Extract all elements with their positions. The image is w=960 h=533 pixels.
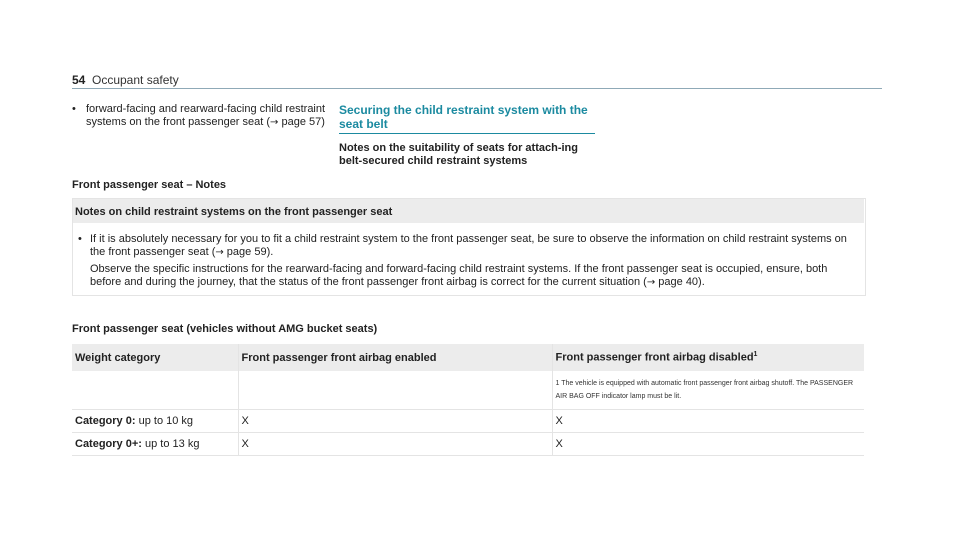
list-item-text: forward-facing and rearward-facing child restraint systems on the front passenger seat (→ page 57) — [86, 103, 326, 128]
table-cell: X — [552, 433, 864, 456]
notes-box-body — [78, 233, 858, 289]
table-row — [72, 410, 864, 433]
footnote-mark: 1 — [753, 351, 758, 359]
table-cell — [238, 371, 552, 410]
table-cell: X — [238, 410, 552, 433]
column-header: Front passenger front airbag disabled$^1$ — [552, 344, 864, 371]
page-number: 54 — [72, 73, 86, 87]
table-cell: Category 0+: up to 13 kg — [72, 433, 238, 456]
table-title: Front passenger seat (vehicles without AMG bucket seats) — [72, 323, 378, 335]
column-header: Weight category — [72, 344, 238, 371]
list-item — [72, 103, 334, 129]
page-reference-link[interactable]: page 57) — [278, 116, 325, 128]
page-reference-link[interactable]: page 59). — [223, 246, 274, 258]
bullet-icon: • — [72, 103, 76, 115]
bullet-icon: • — [78, 233, 82, 245]
notes-box-heading: Notes on child restraint systems on the front passenger seat — [75, 206, 393, 218]
arrow-right-icon: → — [270, 117, 279, 128]
notes-paragraph: Observe the specific instructions for the rearward-facing and forward-facing child restraint systems. If the front passenger seat is occupied, ensure, both before and during the journey, that the status of the front passenger front airbag is correct for the current situation (→ page 40). — [90, 263, 828, 288]
table-row — [72, 371, 864, 410]
column-header: Front passenger front airbag enabled — [238, 344, 552, 371]
table-cell — [72, 371, 238, 410]
arrow-right-icon: → — [646, 277, 656, 288]
page-header — [72, 72, 882, 89]
table-header-row — [72, 344, 864, 371]
page-reference-link[interactable]: page 40). — [655, 276, 705, 288]
table-cell: X — [238, 433, 552, 456]
table-row — [72, 433, 864, 456]
arrow-right-icon: → — [215, 247, 224, 258]
table-cell: X — [552, 410, 864, 433]
section-title: Securing the child restraint system with the seat belt — [339, 103, 588, 131]
weight-category-table — [72, 344, 864, 456]
section-name: Occupant safety — [92, 73, 179, 87]
subsection-title: Notes on the suitability of seats for attach-ing belt-secured child restraint systems — [339, 142, 578, 167]
section-divider — [339, 133, 595, 134]
footnote: 1 The vehicle is equipped with automatic front passenger front airbag shutoff. The PASSENGER AIR BAG OFF indicator lamp must be lit. — [552, 371, 864, 410]
notes-section-title: Front passenger seat – Notes — [72, 179, 227, 191]
table-cell: Category 0: up to 10 kg — [72, 410, 238, 433]
notes-paragraph: If it is absolutely necessary for you to fit a child restraint system to the front passenger seat, be sure to observe the information on child restraint systems on the front passenger seat (→ page 59). — [90, 233, 847, 258]
